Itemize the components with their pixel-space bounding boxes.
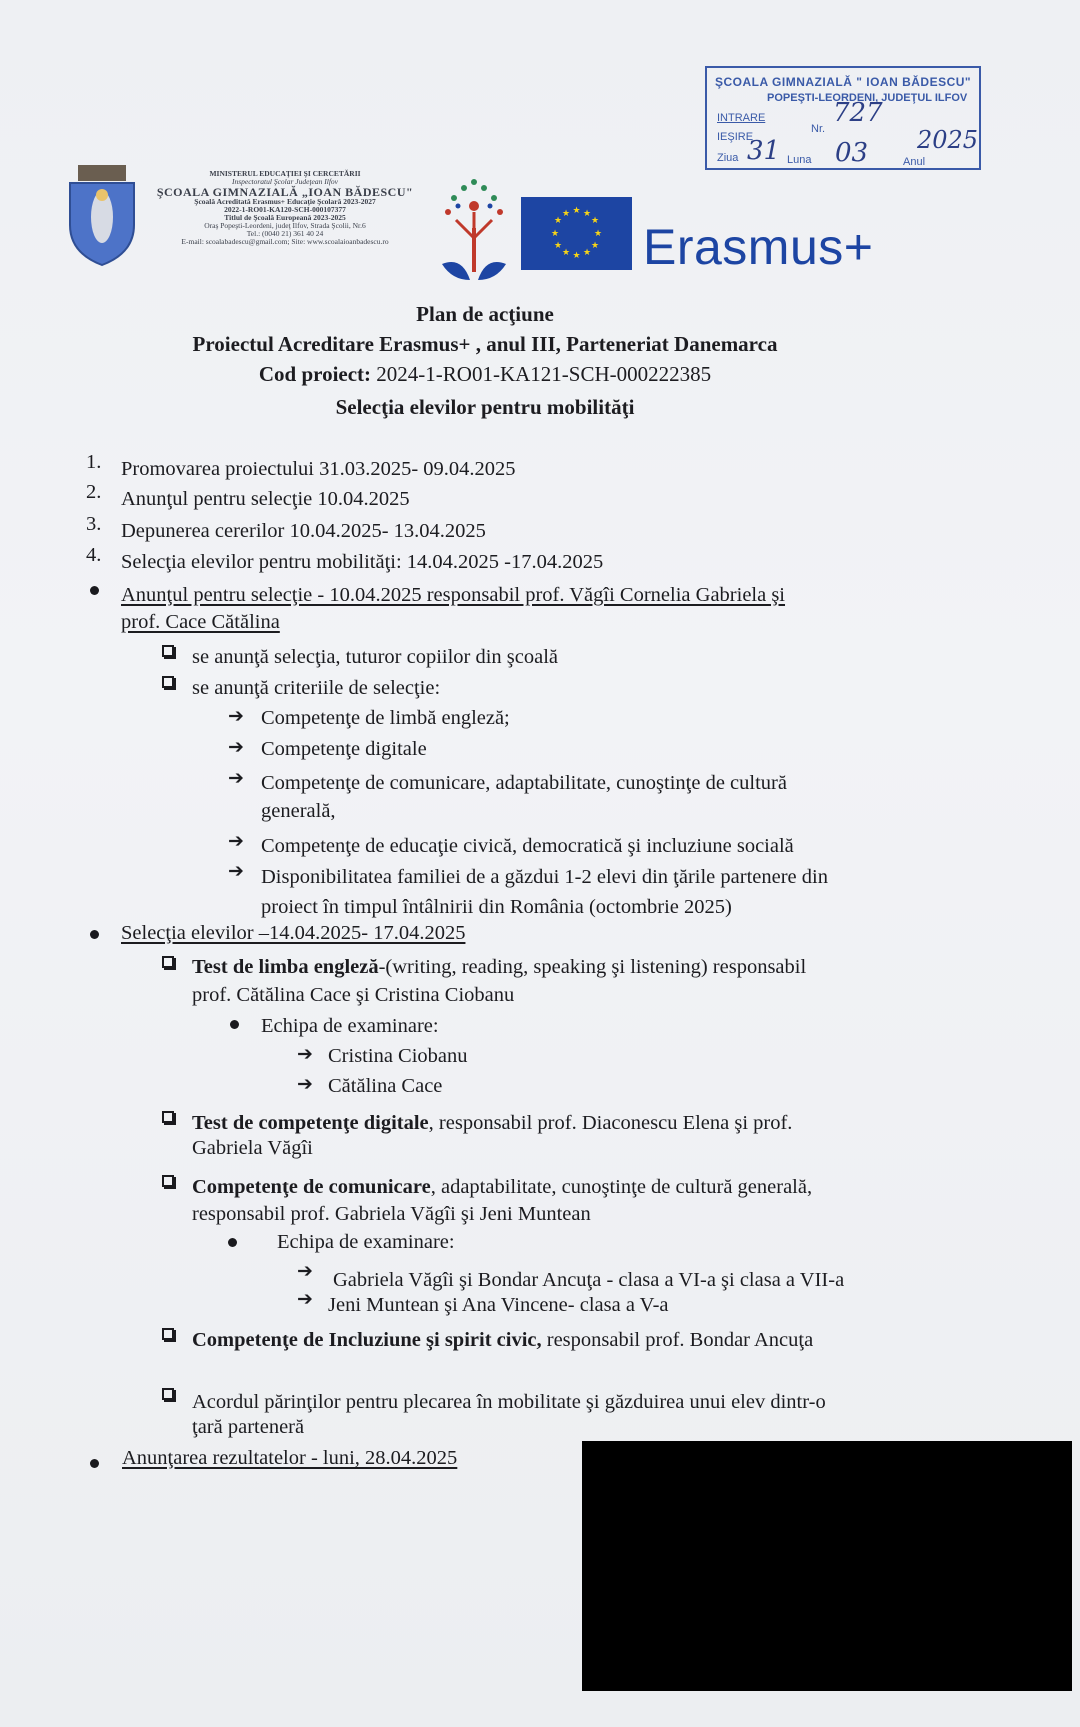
criterion: Competenţe digitale: [261, 738, 427, 760]
bullet-dot: [90, 1459, 99, 1468]
team-label: Echipa de examinare:: [277, 1231, 455, 1253]
stamp-nr-value: 727: [833, 98, 883, 128]
school-letterhead: [140, 170, 430, 246]
project-title: Proiectul Acreditare Erasmus+ , anul III, Parteneriat Danemarca: [192, 332, 778, 356]
criterion: Disponibilitatea familiei de a găzdui 1-2 elevi din ţările partenere din: [261, 866, 828, 888]
bullet-dot: [90, 930, 99, 939]
stamp-ziua-value: 31: [747, 136, 781, 166]
european-school-line: Titlul de Şcoală Europeană 2023-2025: [224, 213, 346, 223]
checkbox-bullet-icon: [162, 645, 174, 657]
communication-test: [192, 1177, 812, 1198]
stamp-nr-label: Nr.: [811, 123, 826, 135]
step-number: 2.: [86, 481, 102, 503]
english-test: [192, 957, 806, 978]
accreditation-line: Şcoală Acreditată Erasmus+ Educaţie Şcolară 2023-2027: [194, 197, 376, 207]
step-text: Depunerea cererilor 10.04.2025- 13.04.2025: [121, 520, 486, 542]
svg-text:★: ★: [561, 248, 571, 258]
digital-test: [192, 1113, 792, 1134]
plan-title: Plan de acţiune: [416, 302, 554, 326]
inclusion-test: [192, 1330, 813, 1351]
registration-stamp: [705, 66, 981, 170]
arrow-icon: ➔: [228, 736, 244, 758]
step-number: 3.: [86, 513, 102, 535]
svg-text:★: ★: [550, 229, 560, 239]
digital-test-cont: Gabriela Văgîi: [192, 1137, 313, 1159]
step-number: 1.: [86, 451, 102, 473]
examiner: Cătălina Cace: [328, 1075, 443, 1097]
checkbox-bullet-icon: [162, 1328, 174, 1340]
bullet-dot: [90, 586, 99, 595]
selection-heading: Selecţia elevilor –14.04.2025- 17.04.2025: [121, 922, 466, 944]
arrow-icon: ➔: [228, 705, 244, 727]
stamp-iesire-label: IEŞIRE: [717, 131, 754, 143]
school-name: ŞCOALA GIMNAZIALĂ „IOAN BĂDESCU": [156, 184, 414, 199]
address-line: Oraş Popeşti-Leordeni, judeţ Ilfov, Strada Şcolii, Nr.6: [204, 220, 366, 230]
step-text: Selecţia elevilor pentru mobilităţi: 14.04.2025 -17.04.2025: [121, 551, 604, 573]
stamp-luna-label: Luna: [787, 154, 812, 166]
stamp-anul-value: 2025: [917, 126, 979, 154]
project-code-label: Cod proiect:: [258, 362, 372, 386]
step-text: Anunţul pentru selecţie 10.04.2025: [121, 488, 410, 510]
communication-test-desc: , adaptabilitate, cunoştinţe de cultură generală,: [430, 1176, 813, 1198]
digital-test-desc: , responsabil prof. Diaconescu Elena şi prof.: [428, 1112, 793, 1134]
erasmus-plus-logo-text: Erasmus+: [643, 219, 874, 275]
checkbox-bullet-icon: [162, 1175, 174, 1187]
stamp-anul-label: Anul: [903, 156, 926, 168]
team-label: Echipa de examinare:: [261, 1015, 439, 1037]
examiner: Jeni Muntean şi Ana Vincene- clasa a V-a: [328, 1294, 669, 1316]
svg-text:★: ★: [582, 248, 592, 258]
english-test-desc: -(writing, reading, speaking şi listening) responsabil: [378, 956, 807, 978]
communication-test-cont: responsabil prof. Gabriela Văgîi şi Jeni Muntean: [192, 1203, 591, 1225]
checkbox-bullet-icon: [162, 956, 174, 968]
step-number: 4.: [86, 544, 102, 566]
stamp-luna-value: 03: [835, 138, 869, 168]
english-test-cont: prof. Cătălina Cace şi Cristina Ciobanu: [192, 984, 515, 1006]
svg-text:★: ★: [572, 251, 581, 261]
inspectorate-line: Inspectoratul Şcolar Judeţean Ilfov: [231, 176, 338, 186]
english-test-title: Test de limba engleză: [192, 956, 379, 978]
inclusion-test-title: Competenţe de Incluziune şi spirit civic,: [192, 1329, 542, 1351]
arrow-icon: ➔: [297, 1043, 313, 1065]
svg-text:★: ★: [593, 229, 603, 239]
svg-text:★: ★: [590, 216, 600, 226]
digital-test-title: Test de competenţe digitale: [192, 1112, 429, 1134]
phone-line: Tel.: (0040 21) 361 40 24: [246, 228, 324, 238]
checkbox-bullet-icon: [162, 1111, 174, 1123]
eu-flag-icon: [521, 197, 632, 270]
criterion: Competenţe de comunicare, adaptabilitate, cunoştinţe de cultură: [261, 772, 787, 794]
bullet-dot: [230, 1020, 239, 1029]
selection-title: Selecţia elevilor pentru mobilităţi: [335, 395, 635, 419]
criterion: Competenţe de educaţie civică, democratică şi incluziune socială: [261, 835, 794, 857]
bullet-dot: [228, 1238, 237, 1247]
criterion: Competenţe de limbă engleză;: [261, 707, 510, 729]
parent-consent-cont: ţară parteneră: [192, 1416, 305, 1438]
arrow-icon: ➔: [228, 767, 244, 789]
accreditation-code: 2022-1-RO01-KA120-SCH-000107377: [224, 205, 346, 215]
arrow-icon: ➔: [228, 860, 244, 882]
checkbox-bullet-icon: [162, 1388, 174, 1400]
project-code: [0, 362, 970, 387]
redaction-box: [582, 1441, 1072, 1691]
arrow-icon: ➔: [297, 1073, 313, 1095]
svg-text:★: ★: [553, 216, 563, 226]
svg-text:★: ★: [590, 241, 600, 251]
ministry-line: MINISTERUL EDUCAŢIEI ŞI CERCETĂRII: [209, 169, 361, 178]
town-crest-logo: [68, 165, 136, 272]
svg-text:★: ★: [561, 209, 571, 219]
checkbox-bullet-icon: [162, 676, 174, 688]
svg-text:★: ★: [572, 206, 581, 216]
communication-test-title: Competenţe de comunicare: [192, 1176, 431, 1198]
svg-text:★: ★: [553, 241, 563, 251]
criterion-cont: generală,: [261, 800, 336, 822]
announcement-heading-cont: prof. Cace Cătălina: [121, 611, 280, 633]
project-code-value: 2024-1-RO01-KA121-SCH-000222385: [376, 362, 712, 386]
stamp-school: ŞCOALA GIMNAZIALĂ " IOAN BĂDESCU": [715, 75, 972, 89]
parent-consent: Acordul părinţilor pentru plecarea în mobilitate şi găzduirea unui elev dintr-o: [192, 1391, 826, 1413]
tree-logo: [434, 176, 514, 293]
announcement-item: se anunţă selecţia, tuturor copiilor din şcoală: [192, 646, 559, 668]
criterion-cont: proiect în timpul întâlnirii din România (octombrie 2025): [261, 896, 732, 918]
announcement-heading: Anunţul pentru selecţie - 10.04.2025 responsabil prof. Văgîi Cornelia Gabriela şi: [121, 584, 786, 606]
arrow-icon: ➔: [228, 830, 244, 852]
arrow-icon: ➔: [297, 1288, 313, 1310]
stamp-locality: POPEŞTI-LEORDENI, JUDEŢUL ILFOV: [767, 92, 968, 104]
step-text: Promovarea proiectului 31.03.2025- 09.04.2025: [121, 458, 516, 480]
announcement-item: se anunţă criteriile de selecţie:: [192, 677, 441, 699]
email-site-line: E-mail: scoalabadescu@gmail.com; Site: www.scoalaioanbadescu.ro: [181, 236, 389, 246]
results-heading: Anunţarea rezultatelor - luni, 28.04.2025: [122, 1447, 458, 1469]
examiner: Gabriela Văgîi şi Bondar Ancuţa - clasa a VI-a şi clasa a VII-a: [333, 1269, 845, 1291]
stamp-ziua-label: Ziua: [717, 152, 739, 164]
stamp-intrare-label: INTRARE: [717, 112, 766, 124]
arrow-icon: ➔: [297, 1260, 313, 1282]
inclusion-test-desc: responsabil prof. Bondar Ancuţa: [541, 1329, 814, 1351]
examiner: Cristina Ciobanu: [328, 1045, 468, 1067]
svg-text:★: ★: [582, 209, 592, 219]
